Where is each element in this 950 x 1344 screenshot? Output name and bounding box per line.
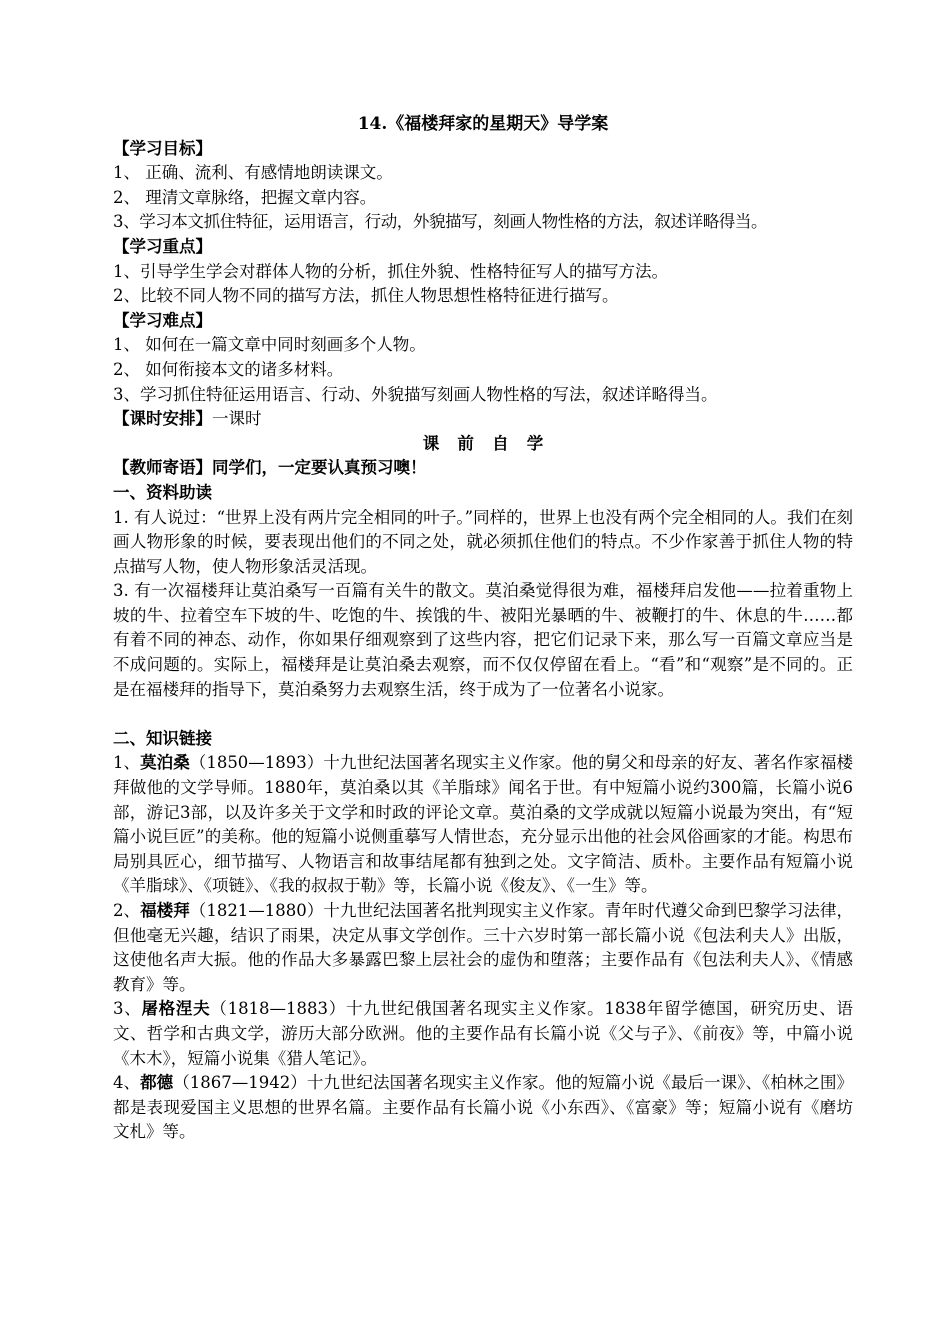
author-number: 3、 (113, 999, 142, 1019)
key-points-heading: 【学习重点】 (113, 236, 212, 256)
author-text: （1818—1883）十九世纪俄国著名现实主义作家。1838年留学德国，研究历史、语文、哲学和古典文学，游历大部分欧洲。他的主要作品有长篇小说《父与子》、《前夜》等，中篇小说《木木》，短篇小说集《猎人笔记》。 (113, 999, 853, 1068)
objective-item: 3、学习本文抓住特征，运用语言，行动，外貌描写，刻画人物性格的方法，叙述详略得当。 (113, 212, 768, 232)
difficulty-item: 2、 如何衔接本文的诸多材料。 (113, 359, 344, 379)
schedule-heading: 【课时安排】 (113, 409, 212, 429)
key-point-item: 2、比较不同人物不同的描写方法，抓住人物思想性格特征进行描写。 (113, 286, 619, 306)
author-number: 1、 (113, 753, 141, 773)
author-entry (113, 997, 853, 1071)
difficulty-item: 3、学习抓住特征运用语言、行动、外貌描写刻画人物性格的写法，叙述详略得当。 (113, 384, 718, 404)
section2-heading: 二、知识链接 (113, 728, 212, 748)
author-entry (113, 1071, 853, 1145)
objective-item: 2、 理清文章脉络，把握文章内容。 (113, 187, 377, 207)
preview-heading: 课前自学 (422, 433, 562, 453)
author-name: 屠格涅夫 (141, 999, 211, 1019)
section1-heading: 一、资料助读 (113, 482, 212, 502)
document-title: 14.《福楼拜家的星期天》导学案 (357, 114, 609, 134)
author-entry (113, 899, 853, 997)
author-number: 4、 (113, 1073, 141, 1093)
schedule-line (113, 407, 853, 432)
author-text: （1867—1942）十九世纪法国著名现实主义作家。他的短篇小说《最后一课》、《柏林之围》都是表现爱国主义思想的世界名篇。主要作品有长篇小说《小东西》、《富豪》等；短篇小说有《磨坊文札》等。 (113, 1073, 854, 1142)
difficulty-item: 1、 如何在一篇文章中同时刻画多个人物。 (113, 335, 426, 355)
objectives-heading: 【学习目标】 (113, 138, 212, 158)
author-text: （1821—1880）十九世纪法国著名批判现实主义作家。青年时代遵父命到巴黎学习法律，但他毫无兴趣，结识了雨果，决定从事文学创作。三十六岁时第一部长篇小说《包法利夫人》出版，这使他名声大振。他的作品大多暴露巴黎上层社会的虚伪和堕落；主要作品有《包法利夫人》、《情感教育》等。 (113, 901, 854, 994)
author-name: 福楼拜 (140, 901, 190, 920)
blank-line (113, 702, 853, 727)
author-name: 都德 (140, 1073, 174, 1093)
document-page (113, 112, 853, 1145)
schedule-value: 一课时 (212, 409, 262, 429)
author-entry (113, 751, 853, 899)
author-text: （1850—1893）十九世纪法国著名现实主义作家。他的舅父和母亲的好友、著名作家福楼拜做他的文学导师。1880年，莫泊桑以其《羊脂球》闻名于世。有中短篇小说约300篇，长篇小说6部，游记3部，以及许多关于文学和时政的评论文章。莫泊桑的文学成就以短篇小说最为突出，有“短篇小说巨匠”的美称。他的短篇小说侧重摹写人情世态，充分显示出他的社会风俗画家的才能。构思布局别具匠心，细节描写、人物语言和故事结尾都有独到之处。文字简洁、质朴。主要作品有短篇小说《羊脂球》、《项链》、《我的叔叔于勒》等，长篇小说《俊友》、《一生》等。 (113, 753, 854, 896)
teacher-message: 【教师寄语】同学们，一定要认真预习噢！ (113, 458, 427, 478)
section1-paragraph-2: 3. 有一次福楼拜让莫泊桑写一百篇有关牛的散文。莫泊桑觉得很为难，福楼拜启发他——拉着重物上坡的牛、拉着空车下坡的牛、吃饱的牛、挨饿的牛、被阳光暴晒的牛、被鞭打的牛、休息的牛……都有着不同的神态、动作，你如果仔细观察到了这些内容，把它们记录下来，那么写一百篇文章应当是不成问题的。实际上，福楼拜是让莫泊桑去观察，而不仅仅停留在看上。“看”和“观察”是不同的。正是在福楼拜的指导下，莫泊桑努力去观察生活，终于成为了一位著名小说家。 (113, 581, 853, 699)
objective-item: 1、 正确、流利、有感情地朗读课文。 (113, 163, 393, 183)
key-point-item: 1、引导学生学会对群体人物的分析，抓住外貌、性格特征写人的描写方法。 (113, 261, 668, 281)
author-name: 莫泊桑 (140, 753, 190, 773)
author-number: 2、 (113, 901, 141, 920)
section1-paragraph-1: 1. 有人说过：“世界上没有两片完全相同的叶子。”同样的，世界上也没有两个完全相同的人。我们在刻画人物形象的时候，要表现出他们的不同之处，就必须抓住他们的特点。不少作家善于抓住人物的特点描写人物，使人物形象活灵活现。 (113, 507, 853, 576)
difficulties-heading: 【学习难点】 (113, 310, 212, 330)
